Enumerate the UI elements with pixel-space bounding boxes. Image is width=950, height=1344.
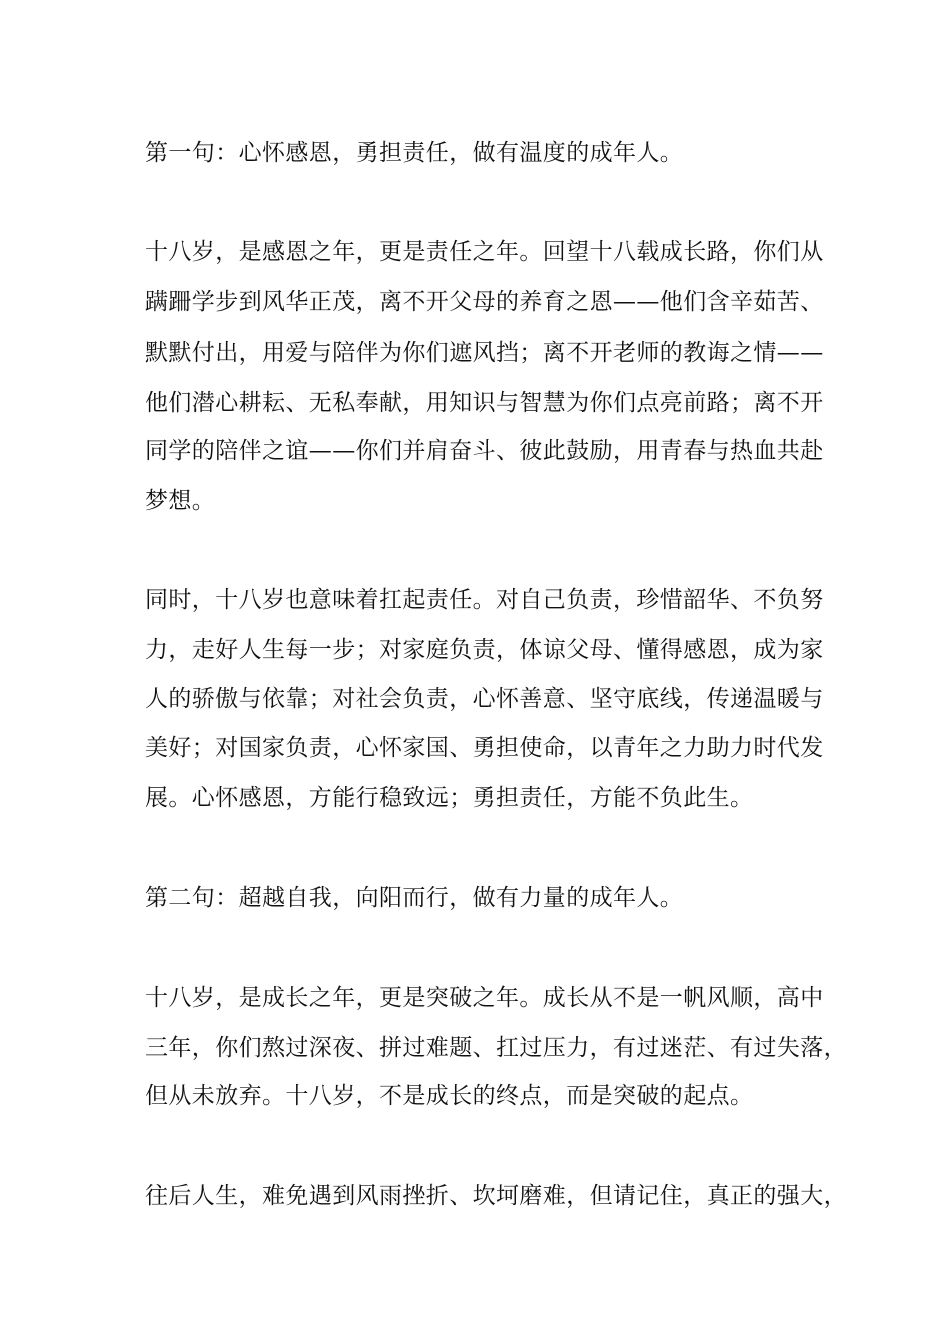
paragraph-line: 默默付出，用爱与陪伴为你们遮风挡；离不开老师的教诲之情——	[145, 340, 824, 366]
paragraph-line: 十八岁，是感恩之年，更是责任之年。回望十八载成长路，你们从	[145, 239, 824, 265]
paragraph-line: 三年，你们熬过深夜、拼过难题、扛过压力，有过迷茫、有过失落，	[145, 1035, 847, 1061]
section-heading-2: 第二句：超越自我，向阳而行，做有力量的成年人。	[145, 885, 684, 911]
paragraph-line: 他们潜心耕耘、无私奉献，用知识与智慧为你们点亮前路；离不开	[145, 390, 824, 416]
paragraph-line: 美好；对国家负责，心怀家国、勇担使命，以青年之力助力时代发	[145, 735, 824, 761]
paragraph-line: 人的骄傲与依靠；对社会负责，心怀善意、坚守底线，传递温暖与	[145, 686, 824, 712]
paragraph-line: 梦想。	[145, 488, 216, 514]
paragraph-line: 但从未放弃。十八岁，不是成长的终点，而是突破的起点。	[145, 1083, 754, 1109]
paragraph-line: 同学的陪伴之谊——你们并肩奋斗、彼此鼓励，用青春与热血共赴	[145, 438, 824, 464]
paragraph-line: 力，走好人生每一步；对家庭负责，体谅父母、懂得感恩，成为家	[145, 637, 824, 663]
paragraph-line: 同时，十八岁也意味着扛起责任。对自己负责，珍惜韶华、不负努	[145, 587, 824, 613]
paragraph-line: 往后人生，难免遇到风雨挫折、坎坷磨难，但请记住，真正的强大，	[145, 1183, 847, 1209]
paragraph-line: 展。心怀感恩，方能行稳致远；勇担责任，方能不负此生。	[145, 785, 754, 811]
paragraph-line: 十八岁，是成长之年，更是突破之年。成长从不是一帆风顺，高中	[145, 985, 824, 1011]
section-heading-1: 第一句：心怀感恩，勇担责任，做有温度的成年人。	[145, 140, 684, 166]
paragraph-line: 蹒跚学步到风华正茂，离不开父母的养育之恩——他们含辛茹苦、	[145, 289, 824, 315]
